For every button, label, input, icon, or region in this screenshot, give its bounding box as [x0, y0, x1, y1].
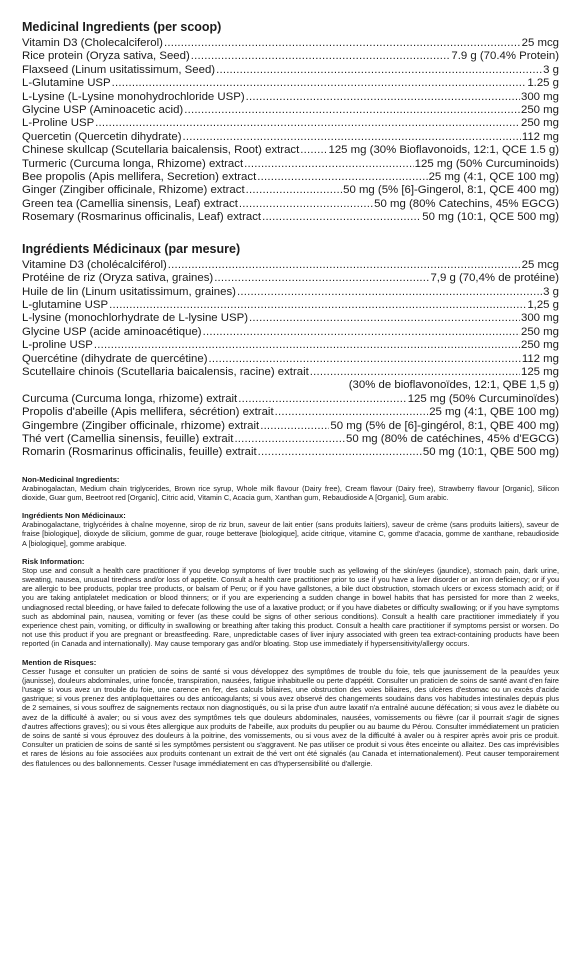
dot-leader	[109, 299, 526, 312]
ingredient-name: Turmeric (Curcuma longa, Rhizome) extract	[22, 157, 244, 170]
ingredient-name: Vitamin D3 (Cholecalciferol)	[22, 37, 163, 49]
ingredient-name: L-lysine (monochlorhydrate de L-lysine USP)	[22, 312, 249, 325]
ingredient-row	[22, 259, 559, 272]
dot-leader	[246, 91, 520, 104]
ingredient-amount: 125 mg (50% Curcuminoïdes)	[407, 392, 559, 405]
dot-leader	[238, 393, 406, 406]
ingredient-amount: 25 mcg	[521, 37, 559, 49]
ingredient-amount: 7,9 g (70,4% de protéine)	[430, 272, 559, 285]
ingredient-name: Glycine USP (Aminoacetic acid)	[22, 104, 184, 117]
ingredient-row	[22, 312, 559, 325]
ingredient-amount: (30% de bioflavonoïdes, 12:1, QBE 1,5 g)	[348, 379, 559, 392]
medicinal-ingredients-en	[22, 20, 559, 225]
non-medicinal-text-en: Arabinogalactan, Medium chain triglycerides, Brown rice syrup, Whole milk flavour (Dairy free), Cream flavour (Dairy free), Strawberry flavour [Organic], Silicon dioxide, Guar gum, Beetroot red [Organic], Citric acid, Vitamin C, Acacia gum, Xanthan gum, Rebaudioside A [Organic], Gum arabic.	[22, 483, 559, 502]
ingredient-amount: 125 mg	[521, 365, 559, 378]
ingredient-name: Huile de lin (Linum usitatissimum, graines)	[22, 285, 236, 298]
ingredient-row	[22, 117, 559, 130]
ingredient-row	[22, 393, 559, 406]
ingredient-row	[22, 286, 559, 299]
ingredient-amount: 250 mg	[521, 325, 559, 338]
dot-leader	[244, 158, 414, 171]
ingredient-amount: 50 mg (80% de catéchines, 45% d'EGCG)	[345, 432, 559, 445]
ingredient-list-fr	[22, 259, 559, 460]
ingredient-name: Gingembre (Zingiber officinale, rhizome) extrait	[22, 419, 260, 432]
dot-leader	[257, 171, 427, 184]
ingredient-row	[22, 339, 559, 352]
ingredient-row	[22, 77, 559, 90]
risk-title-en: Risk Information:	[22, 556, 85, 566]
ingredient-amount: 300 mg	[521, 312, 559, 325]
dot-leader	[262, 211, 421, 224]
ingredient-name: Rice protein (Oryza sativa, Seed)	[22, 50, 190, 63]
ingredient-amount: 1,25 g	[527, 298, 559, 311]
ingredient-name: Thé vert (Camellia sinensis, feuille) extrait	[22, 432, 234, 445]
dot-leader	[246, 184, 342, 197]
ingredient-name: Vitamine D3 (cholécalciférol)	[22, 258, 167, 271]
ingredient-amount: 125 mg (50% Curcuminoids)	[414, 157, 559, 170]
section-title-en: Medicinal Ingredients (per scoop)	[22, 20, 222, 34]
ingredient-row	[22, 144, 559, 157]
risk-text-fr: Cesser l'usage et consulter un praticien de soins de santé si vous développez des symptômes de trouble du foie, tels que jaunissement de la peau/des yeux (jaunisse), douleurs abdominales, urine foncée, transpiration, nausées, fatigue inhabituelle ou perte d'appétit. Consulter un praticien de soins de santé avant d'en faire l'usage si vous avez un trouble du foie, une carence en fer, des calculs biliaires, une obstruction des voies biliaires, des ulcères d'estomac ou un excès d'acide gastrique; si vous prenez des antiplaquettaires ou des anticoagulants; si vous avez observé des changements soudains dans vos habitudes intestinales depuis plus de 2 semaines, si vous souffrez de saignements rectaux non diagnostiqués, ou si la prise d'un autre laxatif n'a entraîné aucune défécation; si vous avez le diabète ou avez de la difficulté à avaler; ou si vous avez des symptômes tels que douleurs abdominales, nausées, vomissements ou fièvre (car il pourrait s'agir de signes d'autres affections graves); ou si vous êtes allergique aux produits de l'abeille, aux produits du peuplier ou au baume du Pérou. Consulter immédiatement un praticien de soins de santé si vous éprouvez des douleurs à la poitrine, des vomissements, ou si vous avez de la difficulté à avaler ou à respirer après avoir pris ce produit. Consulter un praticien de soins de santé si les symptômes persistent ou s'aggravent. Ne pas utiliser ce produit si vous êtes enceinte ou allaitez. Des cas imprévisibles et rares de lésions au foie associées aux produits contenant un extrait de thé vert ont été signalés (au Canada et internationalement). Peut causer temporairement des flatulences ou des ballonnements. Cesser l'usage immédiatement en cas d'hypersensibilité ou d'allergie.	[22, 666, 559, 768]
ingredient-name: L-Proline USP	[22, 117, 95, 130]
ingredient-name: Green tea (Camellia sinensis, Leaf) extract	[22, 197, 238, 210]
dot-leader	[112, 77, 527, 90]
ingredient-row	[22, 198, 559, 211]
ingredient-amount: 112 mg	[521, 130, 559, 143]
dot-leader	[275, 406, 429, 419]
ingredient-amount: 250 mg	[521, 104, 559, 117]
ingredient-name: Scutellaire chinois (Scutellaria baicalensis, racine) extrait	[22, 365, 309, 378]
risk-information-fr	[22, 658, 559, 768]
dot-leader	[191, 50, 451, 63]
dot-leader	[164, 37, 521, 50]
ingredient-amount: 50 mg (5% [6]-Gingerol, 8:1, QCE 400 mg)	[343, 184, 559, 197]
ingredient-amount: 50 mg (10:1, QCE 500 mg)	[422, 211, 559, 224]
dot-leader	[95, 117, 520, 130]
ingredient-row	[22, 366, 559, 379]
dot-leader	[258, 446, 422, 459]
ingredient-row	[22, 50, 559, 63]
medicinal-ingredients-fr	[22, 242, 559, 460]
dot-leader	[168, 259, 521, 272]
ingredient-row	[22, 446, 559, 459]
ingredient-row	[22, 91, 559, 104]
ingredient-row	[22, 353, 559, 366]
ingredient-amount: 25 mg (4:1, QCE 100 mg)	[428, 171, 559, 184]
risk-information-en	[22, 557, 559, 649]
non-medicinal-title-en: Non-Medicinal Ingredients:	[22, 474, 120, 484]
dot-leader	[94, 339, 520, 352]
ingredient-row	[22, 406, 559, 419]
ingredient-row	[22, 379, 559, 392]
ingredient-name: Ginger (Zingiber officinale, Rhizome) extract	[22, 184, 245, 197]
ingredient-row	[22, 131, 559, 144]
section-title-fr: Ingrédients Médicinaux (par mesure)	[22, 241, 241, 256]
dot-leader	[184, 104, 520, 117]
dot-leader	[249, 312, 520, 325]
ingredient-row	[22, 272, 559, 285]
risk-title-fr: Mention de Risques:	[22, 657, 97, 667]
ingredient-amount: 3 g	[543, 285, 559, 298]
ingredient-row	[22, 37, 559, 50]
ingredient-row	[22, 171, 559, 184]
dot-leader	[300, 144, 327, 157]
ingredient-row	[22, 158, 559, 171]
ingredient-row	[22, 104, 559, 117]
ingredient-row	[22, 326, 559, 339]
ingredient-row	[22, 64, 559, 77]
ingredient-amount: 125 mg (30% Bioflavonoids, 12:1, QCE 1.5 g)	[328, 144, 559, 157]
ingredient-name: Bee propolis (Apis mellifera, Secretion) extract	[22, 171, 257, 184]
ingredient-name: Rosemary (Rosmarinus officinalis, Leaf) extract	[22, 211, 262, 224]
ingredient-amount: 7.9 g (70.4% Protein)	[451, 50, 559, 63]
ingredient-row	[22, 184, 559, 197]
dot-leader	[237, 286, 542, 299]
ingredient-amount: 1.25 g	[527, 77, 559, 90]
dot-leader	[310, 366, 520, 379]
non-medicinal-fr	[22, 511, 559, 548]
dot-leader	[239, 198, 373, 211]
ingredient-name: Romarin (Rosmarinus officinalis, feuille) extrait	[22, 446, 257, 459]
dot-leader	[183, 131, 521, 144]
ingredient-name: Glycine USP (acide aminoacétique)	[22, 325, 202, 338]
ingredient-amount: 250 mg	[521, 117, 559, 130]
ingredient-name: L-Lysine (L-Lysine monohydrochloride USP)	[22, 90, 245, 103]
non-medicinal-title-fr: Ingrédients Non Médicinaux:	[22, 511, 126, 521]
ingredient-amount: 112 mg	[521, 352, 559, 365]
dot-leader	[209, 353, 521, 366]
ingredient-name: L-glutamine USP	[22, 298, 109, 311]
ingredient-name: Curcuma (Curcuma longa, rhizome) extrait	[22, 392, 238, 405]
ingredient-amount: 250 mg	[521, 339, 559, 352]
ingredient-name: Flaxseed (Linum usitatissimum, Seed)	[22, 63, 216, 76]
non-medicinal-text-fr: Arabinogalactane, triglycérides à chaîne moyenne, sirop de riz brun, saveur de lait entier (sans produits laitiers), saveur de crème (sans produits laitiers), saveur de fraise [biologique], dioxyde de silicium, gomme de guar, rouge betterave [biologique], acide citrique, vitamine C, gomme d'acacia, gomme de xanthane, rebaudioside A [biologique], gomme arabique.	[22, 520, 559, 548]
non-medicinal-en	[22, 475, 559, 502]
ingredient-amount: 300 mg	[521, 90, 559, 103]
ingredient-name: Propolis d'abeille (Apis mellifera, sécrétion) extrait	[22, 406, 274, 419]
dot-leader	[203, 326, 520, 339]
ingredient-amount: 25 mg (4:1, QBE 100 mg)	[429, 406, 559, 419]
ingredient-name: L-Glutamine USP	[22, 77, 111, 90]
dot-leader	[260, 420, 329, 433]
risk-text-en: Stop use and consult a health care practitioner if you develop symptoms of liver trouble such as yellowing of the skin/eyes (jaundice), stomach pain, dark urine, sweating, nausea, unusual tiredness and/or loss of appetite. Consult a health care practitioner prior to use if you have a liver disorder or an iron deficiency; or if you are allergic to bee products, poplar tree products, or balsam of Peru; or if you have gallstones, a bile duct obstruction, stomach ulcers or excess stomach acid; or if you are taking antiplatelet medication or blood thinners; or if you are experiencing a sudden change in bowel habits that has persisted for more than 2 weeks, undiagnosed rectal bleeding, or have failed to defecate following the use of a laxative product; or if you have diabetes or difficulty swallowing; or if you have symptoms such as abdominal pain, nausea, vomiting or fever (as these could be signs of other serious conditions). Consult a health care practitioner immediately if you experience chest pain, vomiting, or difficulty in swallowing or breathing after taking this product. Consult a health care practitioner if symptoms persist or worsen. Do not use this product if you are pregnant or breastfeeding. Rare, unpredictable cases of liver injury associated with green tea extract-containing products have been reported (in Canada and internationally). May cause temporary gas and/or bloating. Stop use immediately if hypersensitivity/allergy occurs.	[22, 565, 559, 649]
ingredient-amount: 3 g	[543, 63, 559, 76]
ingredient-name: L-proline USP	[22, 339, 93, 352]
ingredient-row	[22, 433, 559, 446]
ingredient-name: Protéine de riz (Oryza sativa, graines)	[22, 272, 214, 285]
ingredient-row	[22, 299, 559, 312]
dot-leader	[216, 64, 542, 77]
ingredient-amount: 50 mg (5% de [6]-gingérol, 8:1, QBE 400 mg)	[330, 419, 559, 432]
ingredient-amount: 25 mcg	[521, 258, 559, 271]
ingredient-amount: 50 mg (80% Catechins, 45% EGCG)	[374, 197, 559, 210]
ingredient-amount: 50 mg (10:1, QBE 500 mg)	[422, 446, 559, 459]
dot-leader	[214, 272, 429, 285]
dot-leader	[234, 433, 345, 446]
ingredient-name: Quercétine (dihydrate de quercétine)	[22, 352, 208, 365]
ingredient-row	[22, 211, 559, 224]
label-page	[22, 20, 559, 768]
ingredient-list-en	[22, 37, 559, 225]
ingredient-row	[22, 420, 559, 433]
ingredient-name: Chinese skullcap (Scutellaria baicalensis, Root) extract	[22, 144, 300, 157]
ingredient-name: Quercetin (Quercetin dihydrate)	[22, 130, 182, 143]
